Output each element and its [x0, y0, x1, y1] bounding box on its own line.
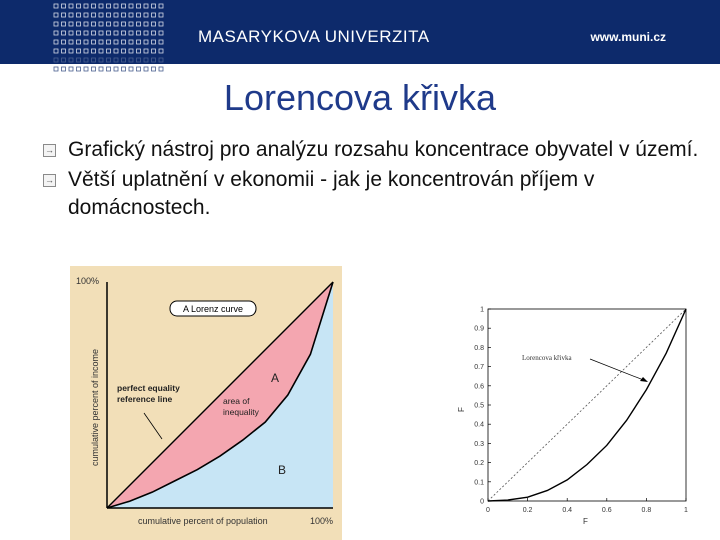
bullet-arrow-icon: →: [45, 145, 54, 155]
logo-dot: [92, 13, 96, 17]
logo-dot: [62, 22, 66, 26]
equality-annotation: perfect equality reference line: [117, 383, 180, 404]
y-axis-label: cumulative percent of income: [90, 348, 100, 466]
logo-dot: [114, 22, 118, 26]
lorenz-curve-figure: [70, 266, 342, 540]
logo-dot: [99, 4, 103, 8]
logo-dot: [122, 31, 126, 35]
logo-dot: [152, 31, 156, 35]
logo-dot: [69, 40, 73, 44]
logo-dot: [107, 40, 111, 44]
y-tick-label: 0.9: [474, 325, 484, 333]
logo-dot: [84, 22, 88, 26]
x-axis-label: cumulative percent of population: [138, 516, 268, 526]
logo-dot: [99, 67, 103, 71]
x-tick-label: 1: [684, 507, 688, 514]
logo-dot: [107, 67, 111, 71]
logo-dot: [137, 31, 141, 35]
slide-title: Lorencova křivka: [223, 77, 497, 118]
logo-dot: [137, 58, 141, 62]
logo-dot: [114, 49, 118, 53]
logo-dot: [54, 67, 58, 71]
logo-dot: [129, 67, 133, 71]
logo-dot: [54, 31, 58, 35]
logo-dot: [77, 67, 81, 71]
logo-dot: [122, 22, 126, 26]
logo-dot: [54, 22, 58, 26]
logo-dot: [152, 4, 156, 8]
y-tick-label: 0.7: [474, 364, 484, 372]
logo-dot: [152, 13, 156, 17]
logo-dot: [62, 4, 66, 8]
logo-dot: [84, 4, 88, 8]
logo-dot: [69, 4, 73, 8]
y-tick-label: 0.3: [474, 440, 484, 448]
y-tick-label: 0.5: [474, 402, 484, 410]
logo-dot: [99, 49, 103, 53]
logo-dot: [84, 40, 88, 44]
logo-dot: [114, 4, 118, 8]
logo-dot: [62, 31, 66, 35]
logo-dot: [84, 67, 88, 71]
lorenz-plot-figure: [450, 298, 720, 540]
logo-dot: [137, 22, 141, 26]
y-tick-label: 0.4: [474, 421, 484, 429]
y-tick-label: 0.1: [474, 479, 484, 487]
logo-dot: [77, 49, 81, 53]
x-tick-label: 0.4: [562, 507, 573, 514]
logo-dot: [54, 4, 58, 8]
logo-dot: [77, 13, 81, 17]
logo-dot: [159, 67, 163, 71]
logo-dot: [144, 22, 148, 26]
logo-dot: [62, 58, 66, 62]
university-logo-dots: [0, 0, 180, 80]
chart-title: A Lorenz curve: [182, 304, 244, 314]
x-max-label: 100%: [310, 516, 334, 526]
logo-dot: [144, 49, 148, 53]
bullet-text: Grafický nástroj pro analýzu rozsahu koncentrace obyvatel v území.: [68, 138, 699, 161]
logo-dot: [54, 58, 58, 62]
logo-dot: [159, 22, 163, 26]
logo-dot: [77, 4, 81, 8]
logo-dot: [107, 58, 111, 62]
y-tick-label: 1: [480, 306, 484, 314]
logo-dot: [114, 40, 118, 44]
university-name: MASARYKOVA UNIVERZITA: [198, 27, 430, 46]
website-link[interactable]: www.muni.cz: [590, 30, 666, 44]
logo-dot: [122, 49, 126, 53]
logo-dot: [69, 49, 73, 53]
logo-dot: [69, 13, 73, 17]
logo-dot: [84, 13, 88, 17]
logo-dot: [92, 4, 96, 8]
logo-dot: [69, 58, 73, 62]
logo-dot: [114, 67, 118, 71]
logo-dot: [159, 49, 163, 53]
logo-dot: [107, 22, 111, 26]
logo-dot: [54, 40, 58, 44]
chart-title-box: [170, 301, 256, 316]
logo-dot: [77, 40, 81, 44]
logo-dot: [92, 40, 96, 44]
header-bar: [0, 0, 720, 64]
logo-dot: [69, 31, 73, 35]
logo-dot: [144, 31, 148, 35]
logo-dot: [159, 4, 163, 8]
logo-dot: [114, 31, 118, 35]
logo-dot: [152, 67, 156, 71]
logo-dot: [129, 58, 133, 62]
logo-dot: [99, 40, 103, 44]
y-max-label: 100%: [76, 276, 100, 286]
logo-dot: [137, 40, 141, 44]
logo-dot: [129, 13, 133, 17]
bullet-item: [40, 166, 710, 222]
logo-dot: [144, 67, 148, 71]
y-axis-label: F: [457, 407, 466, 412]
logo-dot: [99, 13, 103, 17]
logo-dot: [99, 31, 103, 35]
logo-dot: [129, 4, 133, 8]
y-tick-label: 0.6: [474, 383, 484, 391]
x-tick-label: 0.2: [522, 507, 533, 514]
logo-dot: [92, 31, 96, 35]
logo-dot: [107, 31, 111, 35]
logo-dot: [92, 49, 96, 53]
logo-dot: [144, 13, 148, 17]
logo-dot: [54, 49, 58, 53]
logo-dot: [137, 49, 141, 53]
x-tick-label: 0.8: [641, 507, 652, 514]
logo-dot: [77, 22, 81, 26]
bullet-item: [40, 136, 710, 164]
area-annotation: area of inequality: [223, 396, 259, 417]
logo-dot: [129, 31, 133, 35]
logo-dot: [107, 13, 111, 17]
curve-annotation: Lorencova křivka: [522, 354, 572, 362]
bullet-text: Větší uplatnění v ekonomii - jak je koncentrován příjem v domácnostech.: [68, 168, 595, 219]
logo-dot: [137, 13, 141, 17]
logo-dot: [159, 40, 163, 44]
logo-dot: [122, 58, 126, 62]
logo-dot: [54, 13, 58, 17]
y-tick-label: 0.2: [474, 460, 484, 468]
logo-dot: [129, 40, 133, 44]
logo-dot: [159, 58, 163, 62]
x-tick-label: 0: [486, 507, 490, 514]
logo-dot: [84, 49, 88, 53]
logo-dot: [159, 13, 163, 17]
logo-dot: [122, 13, 126, 17]
logo-dot: [159, 31, 163, 35]
bullet-list: [40, 136, 710, 224]
logo-dot: [152, 40, 156, 44]
logo-dot: [84, 58, 88, 62]
logo-dot: [144, 4, 148, 8]
bullet-arrow-icon: →: [45, 175, 54, 185]
logo-dot: [114, 58, 118, 62]
logo-dot: [122, 4, 126, 8]
logo-dot: [129, 22, 133, 26]
logo-dot: [129, 49, 133, 53]
logo-dot: [62, 67, 66, 71]
x-tick-label: 0.6: [601, 507, 612, 514]
logo-dot: [152, 58, 156, 62]
logo-dot: [92, 67, 96, 71]
logo-dot: [152, 49, 156, 53]
logo-dot: [69, 67, 73, 71]
logo-dot: [99, 22, 103, 26]
logo-dot: [144, 40, 148, 44]
logo-dot: [62, 49, 66, 53]
logo-dot: [144, 58, 148, 62]
region-b-label: B: [278, 463, 287, 477]
plot-background: [450, 298, 720, 540]
logo-dot: [62, 13, 66, 17]
logo-dot: [114, 13, 118, 17]
logo-dot: [107, 49, 111, 53]
logo-dot: [122, 40, 126, 44]
logo-dot: [137, 4, 141, 8]
logo-dot: [107, 4, 111, 8]
logo-dot: [99, 58, 103, 62]
logo-dot: [137, 67, 141, 71]
logo-dot: [122, 67, 126, 71]
y-tick-label: 0: [480, 498, 484, 506]
region-a-label: A: [271, 371, 280, 385]
logo-dot: [69, 22, 73, 26]
y-tick-label: 0.8: [474, 344, 484, 352]
logo-dot: [92, 58, 96, 62]
logo-dot: [62, 40, 66, 44]
logo-dot: [77, 31, 81, 35]
x-axis-label: F: [583, 517, 588, 526]
logo-dot: [84, 31, 88, 35]
logo-dot: [152, 22, 156, 26]
logo-dot: [92, 22, 96, 26]
logo-dot: [77, 58, 81, 62]
